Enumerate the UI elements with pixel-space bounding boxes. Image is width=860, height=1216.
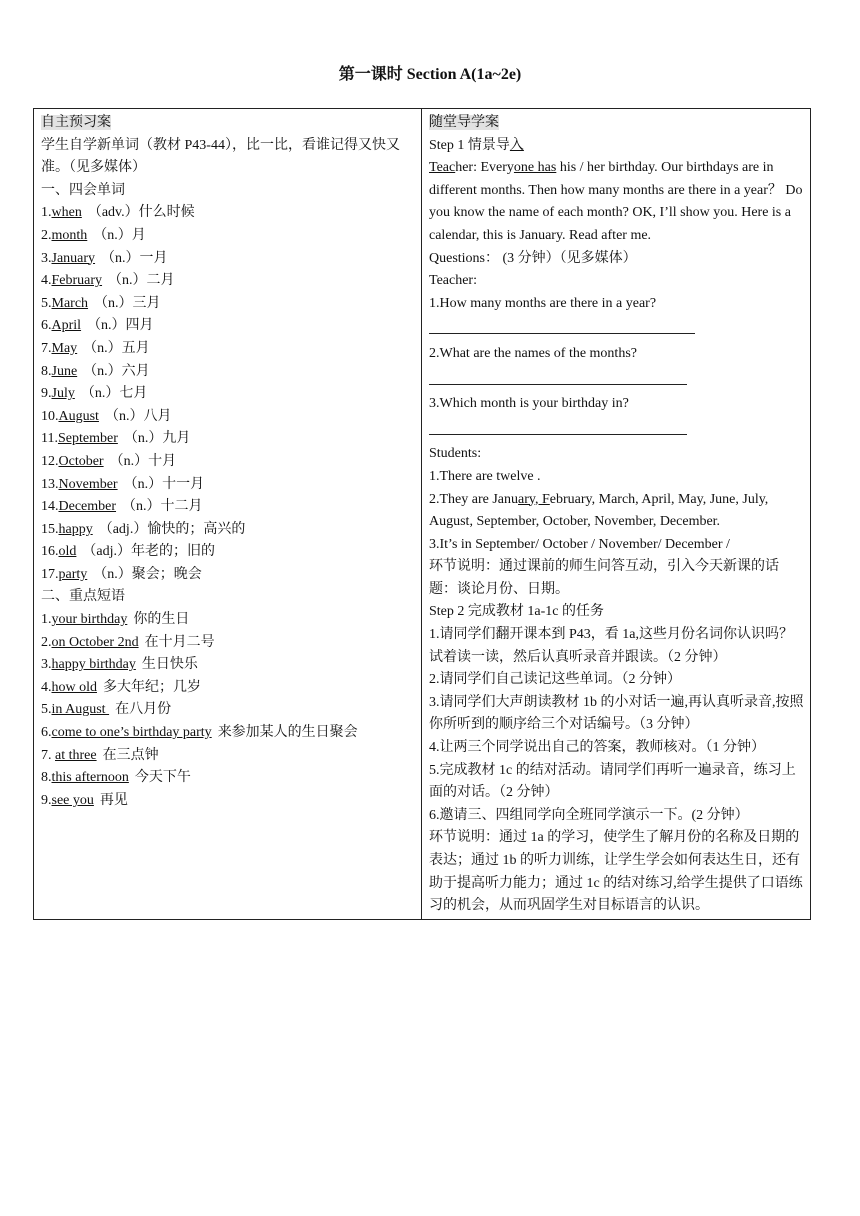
student-answer-2 (429, 489, 806, 534)
question-1: 1.How many months are there in a year? (429, 295, 657, 311)
phrase-number: 9. (41, 792, 52, 808)
word-term: December (58, 499, 117, 515)
word-term: October (58, 453, 104, 469)
phrase-term: on October 2nd (51, 634, 139, 650)
task-list (429, 624, 806, 827)
task-item: 6.邀请三、四组同学向全班同学演示一下。(2 分钟） (429, 807, 749, 823)
word-item (41, 451, 413, 474)
students-label: Students: (429, 446, 482, 462)
step1-text: Step 1 情景导 (429, 137, 510, 153)
word-meaning: （adv.）什么时候 (87, 205, 195, 221)
word-number: 12. (41, 453, 59, 469)
phrase-number: 3. (41, 657, 52, 673)
word-meaning: （n.）一月 (101, 250, 168, 266)
word-meaning: （n.）聚会；晚会 (93, 566, 202, 582)
phrase-item (41, 767, 413, 790)
answer-line-1 (429, 315, 695, 334)
teacher-label: Teacher: (429, 273, 477, 289)
word-item (41, 383, 413, 406)
word-meaning: （n.）二月 (108, 273, 175, 289)
word-number: 14. (41, 499, 59, 515)
teacher-intro (429, 157, 806, 247)
phrase-term: how old (51, 679, 97, 695)
step1-heading (429, 135, 806, 158)
step2-heading: Step 2 完成教材 1a-1c 的任务 (429, 604, 604, 620)
word-item (41, 315, 413, 338)
word-number: 16. (41, 544, 59, 560)
preview-heading: 自主预习案 (41, 115, 111, 130)
word-item (41, 338, 413, 361)
word-item (41, 270, 413, 293)
word-meaning: （n.）五月 (83, 340, 150, 356)
phrase-list (41, 609, 413, 812)
word-number: 3. (41, 250, 52, 266)
word-meaning: （n.）三月 (94, 295, 161, 311)
word-term: February (51, 273, 103, 289)
word-meaning: （n.）八月 (104, 408, 172, 424)
word-item (41, 519, 413, 542)
phrase-number: 6. (41, 725, 52, 741)
word-item (41, 202, 413, 225)
step2-note: 环节说明：通过 1a 的学习，使学生了解月份的名称及日期的表达；通过 1b 的听力训练，让学生学会如何表达生日，还有助于提高听力能力；通过 1c 的结对练习,给学生提供了口语练习的机会，从而巩固学生对目标语言的认识。 (429, 830, 803, 914)
word-term: January (51, 250, 96, 266)
word-list (41, 202, 413, 586)
phrase-term: happy birthday (51, 657, 136, 673)
word-term: August (58, 408, 99, 424)
step1-note: 环节说明：通过课前的师生问答互动，引入今天新课的话题：谈论月份、日期。 (429, 559, 779, 597)
word-meaning: （n.）月 (93, 227, 146, 243)
phrase-number: 4. (41, 679, 52, 695)
phrase-term: this afternoon (51, 770, 129, 786)
word-item (41, 496, 413, 519)
word-term: November (58, 476, 118, 492)
task-item: 4.让两三个同学说出自己的答案，教师核对。（1 分钟） (429, 740, 765, 756)
word-meaning: （n.）六月 (83, 363, 150, 379)
phrase-meaning: 在十月二号 (144, 634, 215, 650)
student-answer-1: 1.There are twelve . (429, 468, 541, 484)
student-answer-2-part: ary, F (518, 491, 550, 507)
phrase-meaning: 多大年纪；几岁 (103, 679, 201, 695)
section-phrases-heading: 二、重点短语 (41, 589, 125, 605)
question-2: 2.What are the names of the months? (429, 345, 637, 361)
word-item (41, 225, 413, 248)
guided-heading: 随堂导学案 (429, 115, 499, 130)
word-number: 9. (41, 386, 52, 402)
phrase-number: 2. (41, 634, 52, 650)
word-term: party (58, 566, 88, 582)
phrase-item (41, 745, 413, 768)
word-term: July (51, 386, 75, 402)
word-meaning: （adj.）愉快的；高兴的 (98, 521, 246, 537)
word-number: 1. (41, 205, 52, 221)
word-item (41, 406, 413, 429)
word-item (41, 428, 413, 451)
step1-text-underlined: 入 (509, 137, 524, 153)
phrase-meaning: 生日快乐 (141, 657, 198, 673)
word-meaning: （n.）十二月 (122, 499, 203, 515)
word-term: June (51, 363, 78, 379)
word-item (41, 474, 413, 497)
word-number: 5. (41, 295, 52, 311)
word-number: 11. (41, 431, 58, 447)
task-item: 3.请同学们大声朗读教材 1b 的小对话一遍,再认真听录音,按照你所听到的顺序给三个对话编号。（3 分钟） (429, 694, 804, 733)
phrase-item (41, 699, 413, 722)
teacher-intro-part: Teac (429, 160, 456, 176)
word-item (41, 541, 413, 564)
phrase-number: 1. (41, 612, 52, 628)
student-answer-3: 3.It’s in September/ October / November/ December / (429, 536, 730, 552)
word-number: 15. (41, 521, 59, 537)
lesson-table (33, 108, 811, 920)
word-term: happy (58, 521, 93, 537)
preview-intro: 学生自学新单词（教材 P43-44），比一比，看谁记得又快又准。（见多媒体） (41, 137, 400, 176)
phrase-item (41, 654, 413, 677)
word-meaning: （n.）四月 (87, 318, 154, 334)
teacher-intro-part: her: Every (455, 160, 514, 176)
word-number: 8. (41, 363, 52, 379)
phrase-item (41, 609, 413, 632)
phrase-item (41, 722, 413, 745)
word-item (41, 248, 413, 271)
phrase-number: 7. (41, 747, 55, 763)
word-term: month (51, 227, 88, 243)
task-item: 1.请同学们翻开课本到 P43，看 1a,这些月份名词你认识吗？试着读一读，然后认真听录音并跟读。（2 分钟） (429, 627, 793, 665)
task-item: 5.完成教材 1c 的结对活动。请同学们再听一遍录音，练习上面的对话。（2 分钟） (429, 762, 796, 801)
word-number: 2. (41, 227, 52, 243)
phrase-number: 5. (41, 702, 52, 718)
phrase-term: at three (55, 747, 97, 763)
phrase-term: in August (51, 702, 110, 718)
word-number: 17. (41, 566, 59, 582)
word-meaning: （n.）十一月 (123, 476, 205, 492)
phrase-meaning: 再见 (99, 792, 128, 808)
phrase-meaning: 你的生日 (133, 612, 190, 628)
answer-line-2 (429, 366, 687, 385)
page-title: 第一课时 Section A(1a~2e) (338, 66, 522, 83)
phrase-term: your birthday (51, 612, 128, 628)
word-item (41, 564, 413, 587)
word-term: when (51, 205, 82, 221)
student-answer-2-part: 2.They are Janu (429, 491, 519, 507)
word-number: 6. (41, 318, 52, 334)
word-term: April (51, 318, 82, 334)
phrase-meaning: 来参加某人的生日聚会 (217, 725, 358, 741)
word-item (41, 293, 413, 316)
phrase-term: see you (51, 792, 94, 808)
word-meaning: （n.）九月 (123, 431, 191, 447)
guided-column (422, 109, 810, 919)
word-meaning: （adj.）年老的；旧的 (82, 544, 215, 560)
word-number: 10. (41, 408, 59, 424)
preview-column (34, 109, 422, 919)
word-term: March (51, 295, 89, 311)
phrase-item (41, 790, 413, 813)
teacher-intro-part: one has (513, 160, 557, 176)
phrase-meaning: 在三点钟 (102, 747, 159, 763)
teacher-intro-part: his / her birthday. Our birthdays are in different months. Then how many months are there in a year？ Do you know the name of each month? OK, I’ll show you. Here is a calendar, this is January. Read after me. (429, 160, 803, 243)
phrase-item (41, 677, 413, 700)
phrase-term: come to one’s birthday party (51, 725, 212, 741)
questions-line: Questions： (3 分钟）（见多媒体） (429, 250, 637, 266)
word-term: September (57, 431, 118, 447)
student-answer-2-part: ebruary, March, April, May, June, July, August, September, October, November, December. (429, 491, 769, 530)
phrase-item (41, 632, 413, 655)
word-meaning: （n.）十月 (109, 453, 177, 469)
phrase-meaning: 在八月份 (115, 702, 172, 718)
word-number: 13. (41, 476, 59, 492)
task-item: 2.请同学们自己读记这些单词。（2 分钟） (429, 672, 681, 688)
word-number: 4. (41, 273, 52, 289)
word-meaning: （n.）七月 (80, 386, 148, 402)
word-item (41, 361, 413, 384)
word-term: May (51, 340, 78, 356)
answer-line-3 (429, 416, 687, 435)
phrase-number: 8. (41, 770, 52, 786)
section-vocabulary-heading: 一、四会单词 (41, 182, 125, 198)
word-term: old (58, 544, 77, 560)
question-3: 3.Which month is your birthday in? (429, 396, 629, 412)
phrase-meaning: 今天下午 (134, 770, 191, 786)
word-number: 7. (41, 340, 52, 356)
